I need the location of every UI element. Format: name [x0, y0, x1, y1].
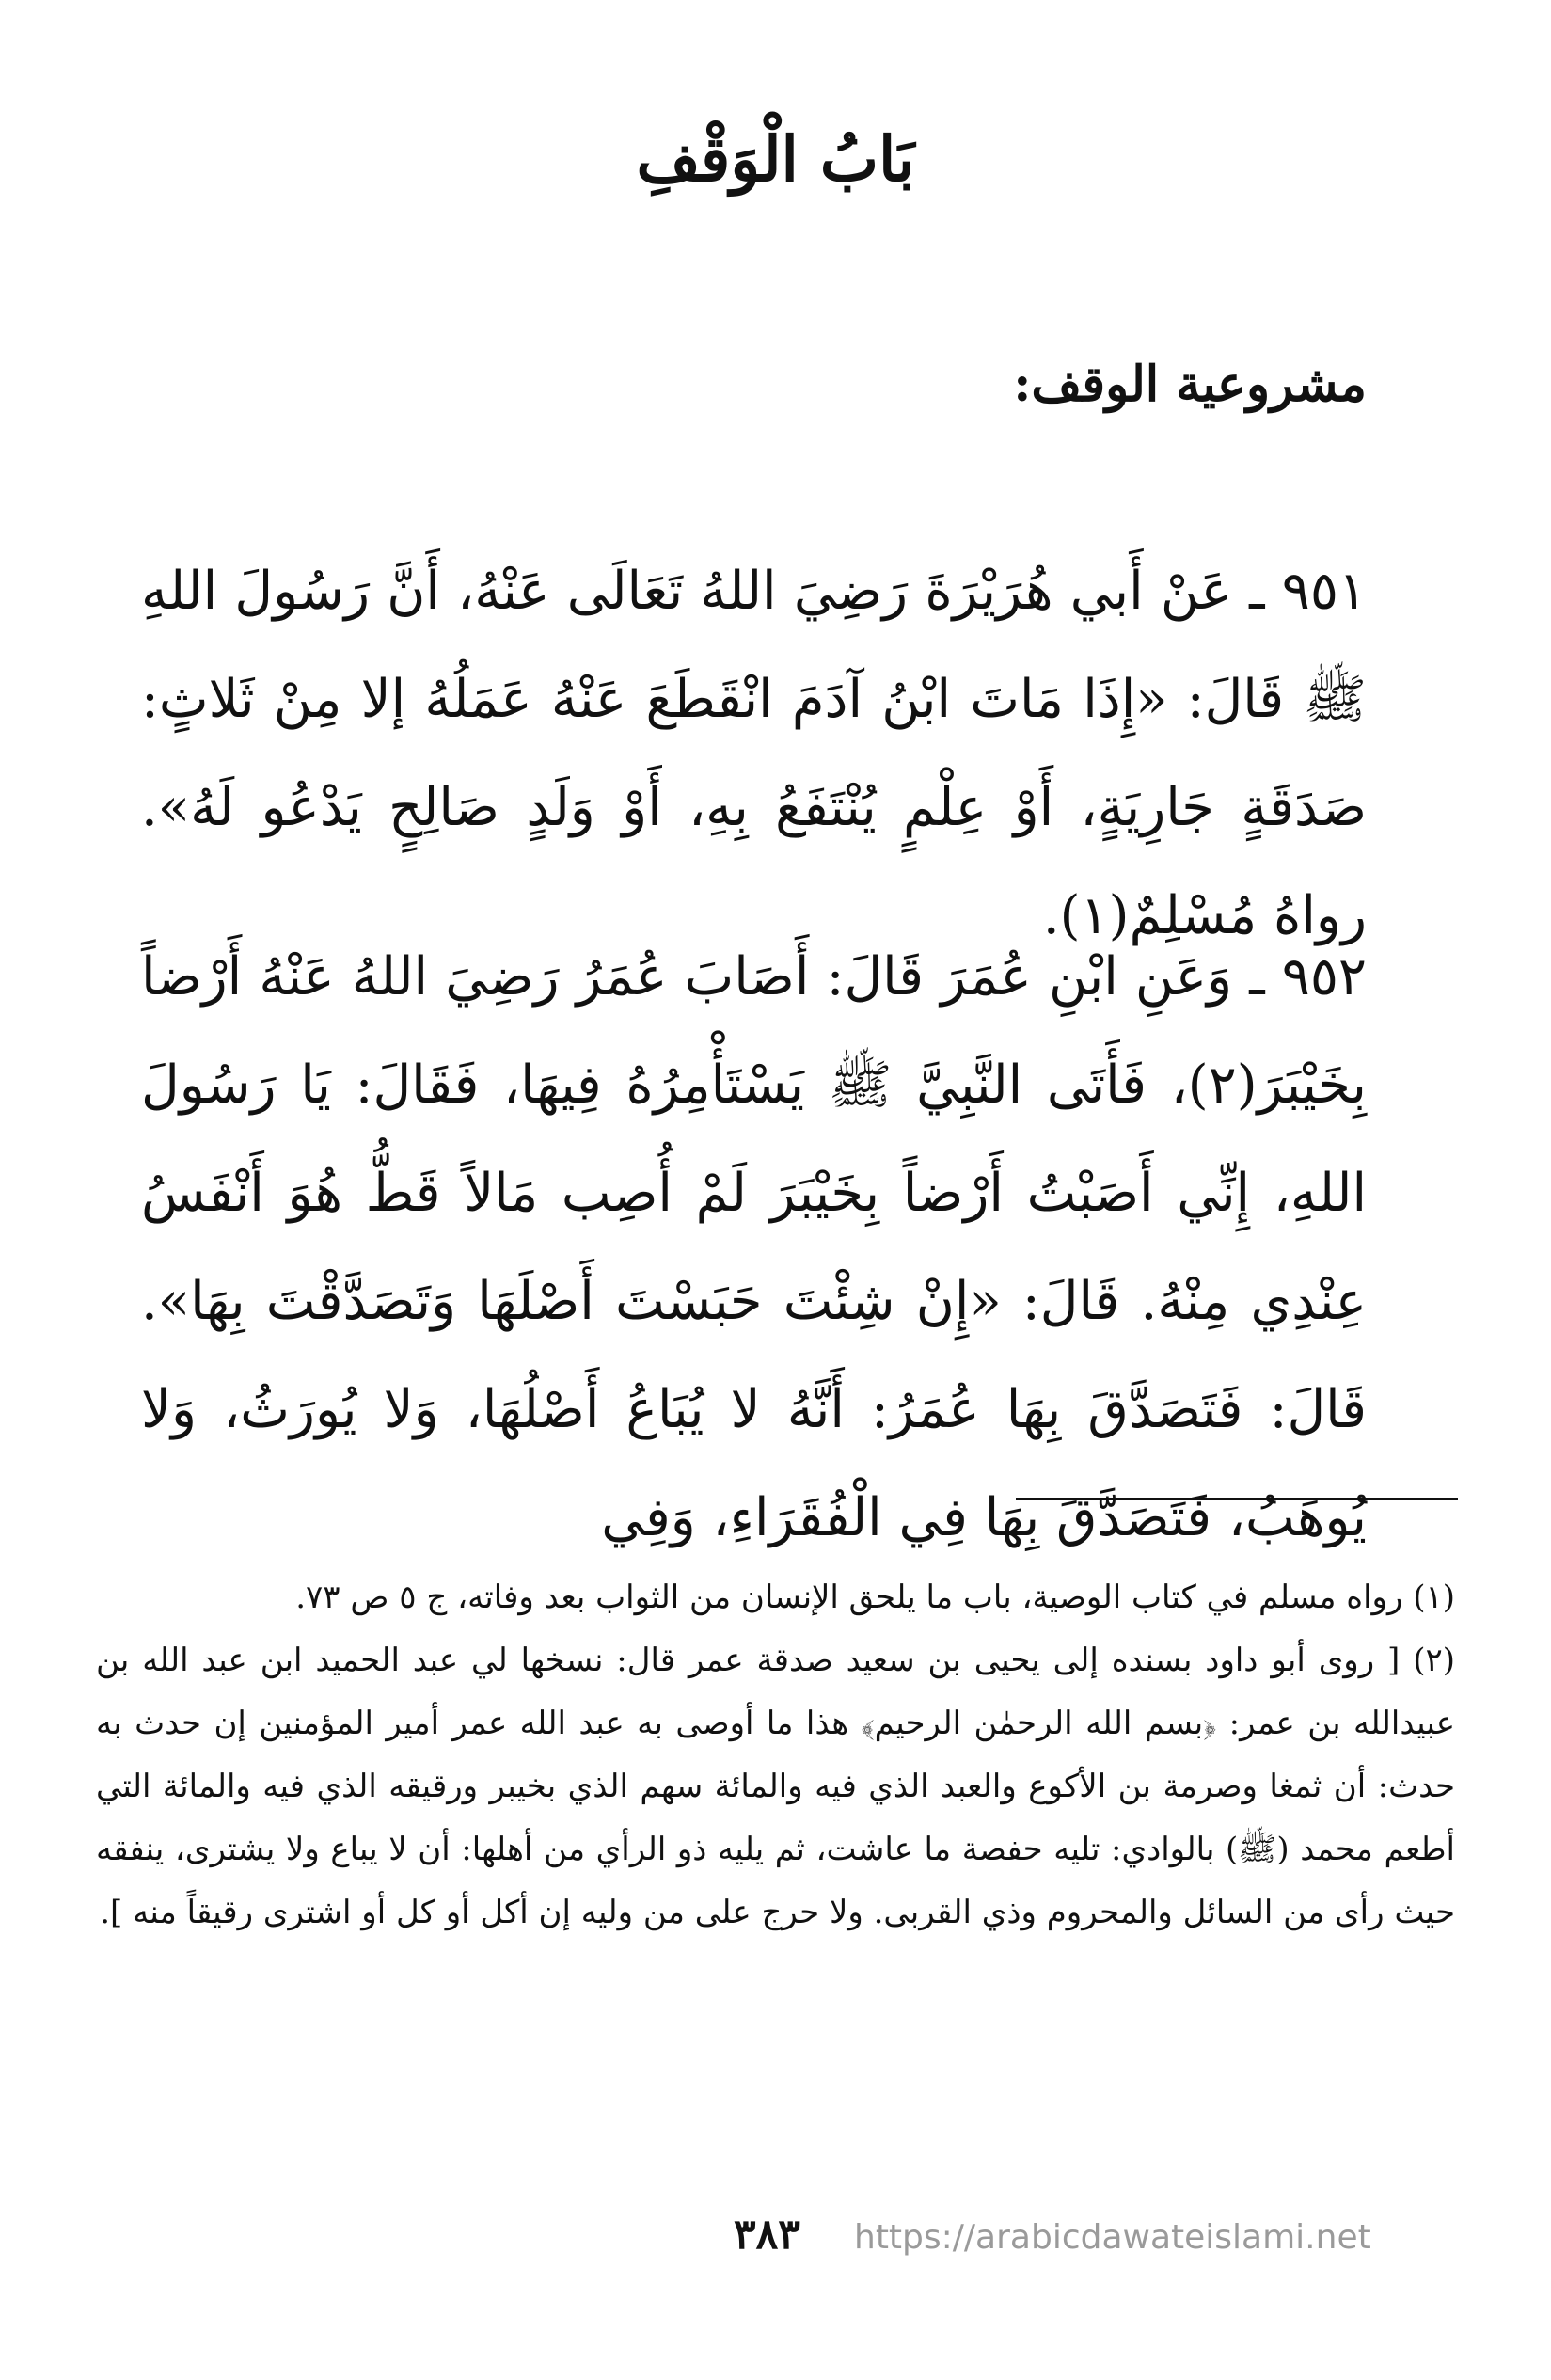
footnotes — [96, 1566, 1455, 1944]
footnote-divider — [1016, 1498, 1458, 1500]
footnote-2-number: (٢) — [1413, 1642, 1455, 1679]
hadith-951-paragraph: ٩٥١ ـ عَنْ أَبي هُرَيْرَةَ رَضِيَ اللهُ تَعَالَى عَنْهُ، أَنَّ رَسُولَ اللهِ ﷺ قَالَ: «إِذَا مَاتَ ابْنُ آدَمَ انْقَطَعَ عَنْهُ عَمَلُهُ إلا مِنْ ثَلاثٍ: صَدَقَةٍ جَارِيَةٍ، أَوْ عِلْمٍ يُنْتَفَعُ بِهِ، أَوْ وَلَدٍ صَالِحٍ يَدْعُو لَهُ». رواهُ مُسْلِمٌ(١). — [141, 561, 1367, 946]
footnote-2 — [96, 1629, 1455, 1944]
footnote-1 — [96, 1566, 1455, 1629]
page-number: ٣٨٣ — [734, 2211, 800, 2259]
watermark-url: https://arabicdawateislami.net — [854, 2218, 1371, 2257]
hadith-952-paragraph: ٩٥٢ ـ وَعَنِ ابْنِ عُمَرَ قَالَ: أَصَابَ عُمَرُ رَضِيَ اللهُ عَنْهُ أَرْضاً بِخَيْبَرَ(٢)، فَأَتَى النَّبِيَّ ﷺ يَسْتَأْمِرُهُ فِيهَا، فَقَالَ: يَا رَسُولَ اللهِ، إِنِّي أَصَبْتُ أَرْضاً بِخَيْبَرَ لَمْ أُصِب مَالاً قَطُّ هُوَ أَنْفَسُ عِنْدِي مِنْهُ. قَالَ: «إِنْ شِئْتَ حَبَسْتَ أَصْلَهَا وَتَصَدَّقْتَ بِهَا». قَالَ: فَتَصَدَّقَ بِهَا عُمَرُ: أَنَّهُ لا يُبَاعُ أَصْلُهَا، وَلا يُورَثُ، وَلا يُوهَبُ، فَتَصَدَّقَ بِهَا فِي الْفُقَرَاءِ، وَفِي — [141, 946, 1367, 1548]
chapter-title: بَابُ الْوَقْفِ — [636, 122, 915, 196]
footnote-1-number: (١) — [1413, 1579, 1455, 1616]
footnote-1-text: رواه مسلم في كتاب الوصية، باب ما يلحق الإنسان من الثواب بعد وفاته، ج ٥ ص ٧٣. — [295, 1579, 1403, 1616]
section-heading: مشروعية الوقف: — [1013, 356, 1367, 413]
footnote-2-text: [ روى أبو داود بسنده إلى يحيى بن سعيد صدقة عمر قال: نسخها لي عبد الحميد ابن عبد الله بن عبيدالله بن عمر: ﴿بسم الله الرحمٰن الرحيم﴾ هذا ما أوصى به عبد الله عمر أمير المؤمنين إن حدث به حدث: أن ثمغا وصرمة بن الأكوع والعبد الذي فيه والمائة سهم الذي بخيبر ورقيقه الذي فيه والمائة التي أطعم محمد (ﷺ) بالوادي: تليه حفصة ما عاشت، ثم يليه ذو الرأي من أهلها: أن لا يباع ولا يشترى، ينفقه حيث رأى من السائل والمحروم وذي القربى. ولا حرج على من وليه إن أكل أو كل أو اشترى رقيقاً منه ]. — [96, 1642, 1455, 1931]
